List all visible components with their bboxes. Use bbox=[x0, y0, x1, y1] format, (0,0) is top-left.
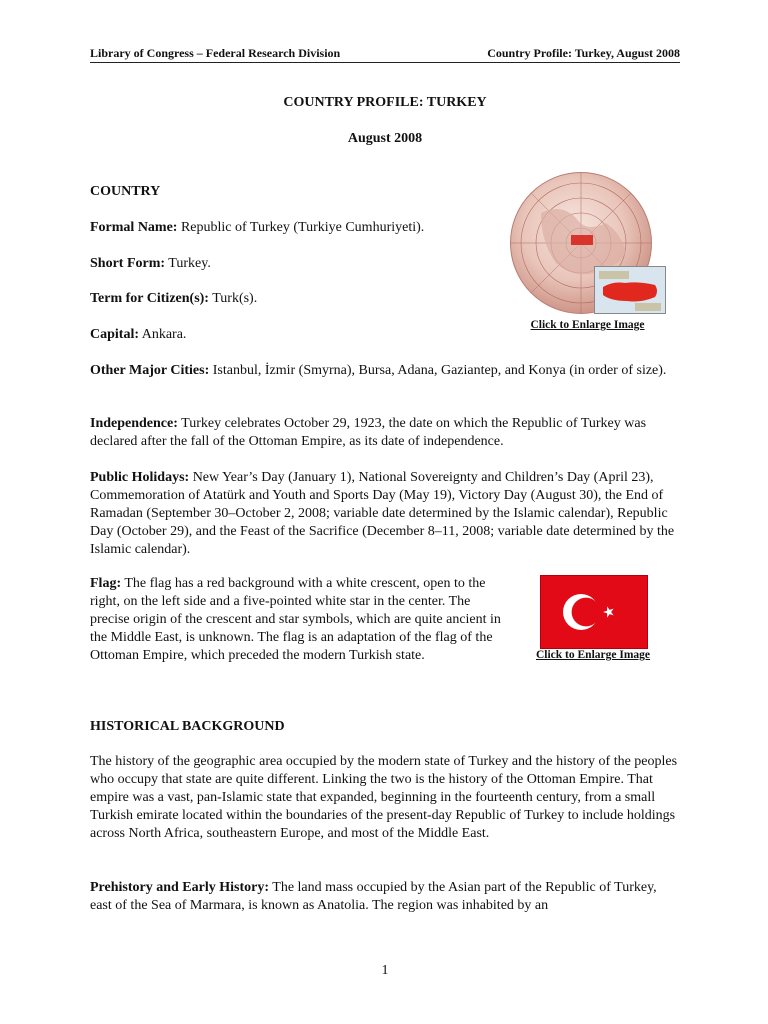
turkey-inset-map bbox=[594, 266, 666, 314]
major-cities-label: Other Major Cities: bbox=[90, 363, 210, 378]
crescent-star-icon bbox=[541, 576, 647, 648]
flag-value: The flag has a red background with a white crescent, open to the right, on the left side and a five-pointed white star in the center. The precise origin of the crescent and star symbols, which are quite ancient in the Middle East, is unknown. The flag is an adaptation of the flag of the Ottoman Empire, which preceded the modern Turkish state. bbox=[90, 576, 501, 663]
turkish-flag-image[interactable] bbox=[540, 575, 648, 649]
formal-name-value: Republic of Turkey (Turkiye Cumhuriyeti). bbox=[177, 220, 425, 235]
short-form-value: Turkey. bbox=[165, 256, 211, 271]
public-holidays-label: Public Holidays: bbox=[90, 470, 190, 485]
header-left: Library of Congress – Federal Research Division bbox=[90, 46, 341, 60]
major-cities-value: Istanbul, İzmir (Smyrna), Bursa, Adana, Gaziantep, and Konya (in order of size). bbox=[209, 363, 667, 378]
prehistory-label: Prehistory and Early History: bbox=[90, 880, 270, 895]
history-paragraph: The history of the geographic area occupied by the modern state of Turkey and the history of the peoples who occupy that state are quite different. Linking the two is the history of the Ottoman Empire. That empire was a vast, pan-Islamic state that expanded, beginning in the fourteenth century, from a small Turkish emirate located within the boundaries of the present-day Republic of Turkey to include holdings across North Africa, southeastern Europe, and most of the Middle East. bbox=[90, 754, 678, 841]
formal-name-field bbox=[90, 219, 500, 237]
running-header bbox=[90, 46, 680, 63]
citizens-field bbox=[90, 290, 500, 308]
citizens-value: Turk(s). bbox=[208, 291, 258, 306]
page-number: 1 bbox=[381, 963, 389, 978]
formal-name-label: Formal Name: bbox=[90, 220, 178, 235]
header-right: Country Profile: Turkey, August 2008 bbox=[487, 46, 680, 60]
enlarge-map-link[interactable]: Click to Enlarge Image bbox=[530, 319, 645, 331]
prehistory-field bbox=[90, 879, 680, 915]
capital-field bbox=[90, 326, 500, 344]
short-form-field bbox=[90, 255, 500, 273]
section-historical-heading: HISTORICAL BACKGROUND bbox=[90, 719, 285, 734]
prehistory-value: The land mass occupied by the Asian part of the Republic of Turkey, east of the Sea of Marmara, is known as Anatolia. The region was inhabited by an bbox=[90, 880, 657, 913]
independence-label: Independence: bbox=[90, 416, 178, 431]
capital-value: Ankara. bbox=[139, 327, 187, 342]
document-date: August 2008 bbox=[347, 131, 423, 146]
flag-field bbox=[90, 575, 502, 665]
public-holidays-field bbox=[90, 469, 680, 559]
capital-label: Capital: bbox=[90, 327, 139, 342]
citizens-label: Term for Citizen(s): bbox=[90, 291, 209, 306]
public-holidays-value: New Year’s Day (January 1), National Sovereignty and Children’s Day (April 23), Commemoration of Atatürk and Youth and Sports Day (May 19), Victory Day (August 30), the End of Ramadan (September 30–October 2, 2008; variable date determined by the Islamic calendar), Republic Day (October 29), and the Feast of the Sacrifice (December 8–11, 2008; variable date determined by the Islamic calendar). bbox=[90, 470, 675, 557]
document-title: COUNTRY PROFILE: TURKEY bbox=[283, 95, 487, 110]
short-form-label: Short Form: bbox=[90, 256, 166, 271]
flag-label: Flag: bbox=[90, 576, 122, 591]
major-cities-field bbox=[90, 362, 680, 380]
turkey-outline-icon bbox=[595, 267, 665, 313]
enlarge-flag-link[interactable]: Click to Enlarge Image bbox=[535, 649, 651, 661]
section-country-heading: COUNTRY bbox=[90, 184, 161, 199]
independence-value: Turkey celebrates October 29, 1923, the date on which the Republic of Turkey was declared after the fall of the Ottoman Empire, as its date of independence. bbox=[90, 416, 647, 449]
independence-field bbox=[90, 415, 680, 451]
